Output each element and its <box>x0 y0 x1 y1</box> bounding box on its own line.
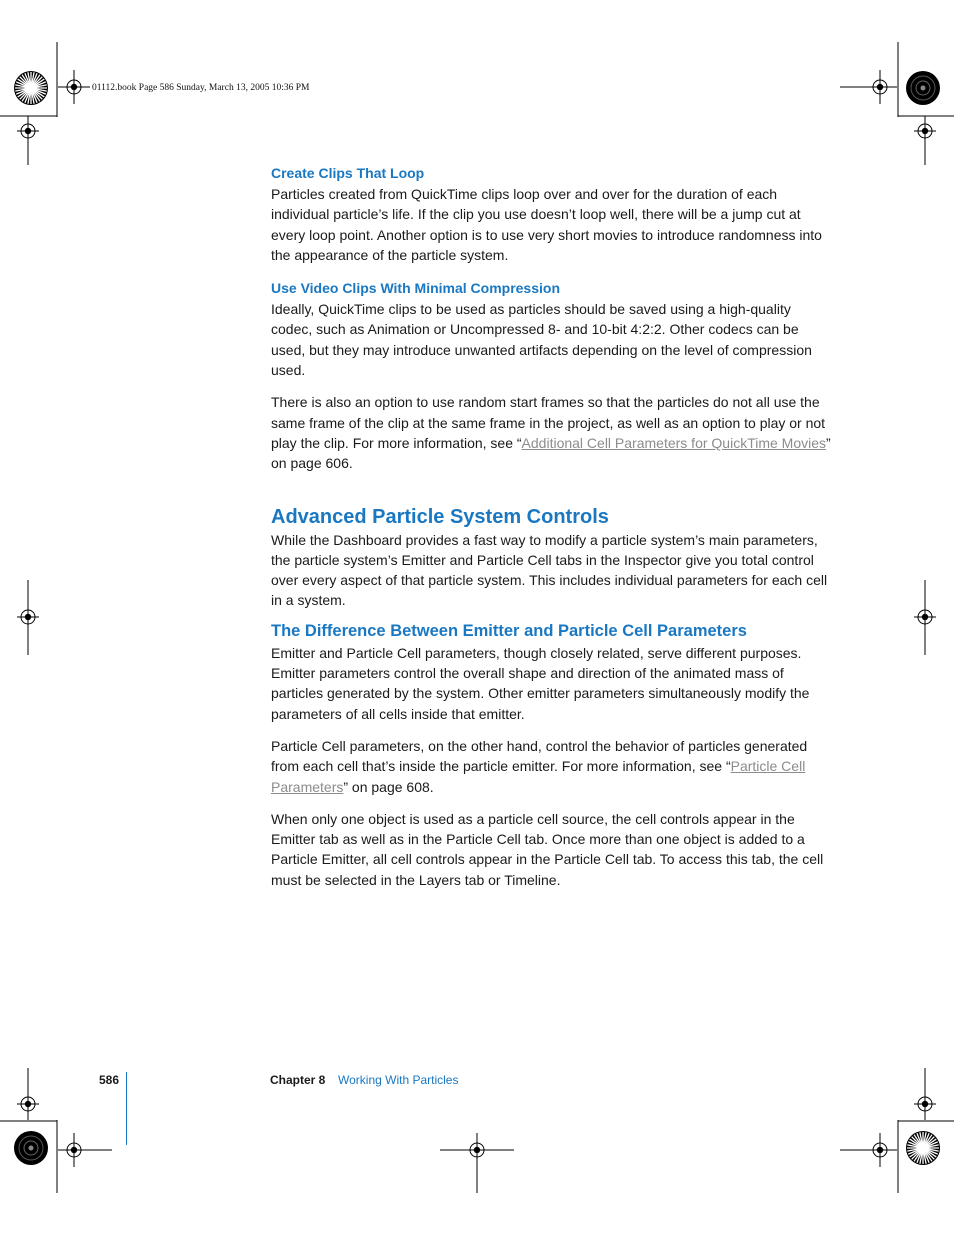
heading-create-clips-that-loop: Create Clips That Loop <box>271 165 425 181</box>
paragraph-cell-parameters <box>271 736 831 797</box>
page-number: 586 <box>99 1073 120 1087</box>
link-additional-cell-parameters[interactable]: Additional Cell Parameters for QuickTime Movies <box>521 434 827 451</box>
heading-minimal-compression: Use Video Clips With Minimal Compression <box>271 280 560 297</box>
page-content <box>271 162 831 890</box>
paragraph-difference: Emitter and Particle Cell parameters, though closely related, serve different purposes. Emitter parameters control the overall shape and direction of the animated mass of particles generated by the system. Other emitter parameters simultaneously modify the parameters of all cells inside that emitter. <box>271 644 810 722</box>
footer-chapter-label: Chapter 8 <box>270 1073 326 1087</box>
paragraph-loop: Particles created from QuickTime clips loop over and over for the duration of each individual particle’s life. If the clip you use doesn’t loop well, there will be a jump cut at every loop point. Another option is to use very short movies to introduce randomness into the appearance of the particle system. <box>271 186 822 263</box>
heading-advanced-particle-system-controls: Advanced Particle System Controls <box>271 505 609 528</box>
heading-emitter-vs-cell: The Difference Between Emitter and Particle Cell Parameters <box>271 621 747 640</box>
paragraph-random-start <box>271 392 831 473</box>
paragraph-cell-text: Particle Cell parameters, on the other hand, control the behavior of particles generated from each cell that’s inside the particle emitter. For more information, see “ <box>271 737 808 775</box>
footer-chapter-title: Working With Particles <box>338 1073 459 1087</box>
footer-divider <box>126 1072 127 1145</box>
print-slug: 01112.book Page 586 Sunday, March 13, 2005 10:36 PM <box>92 83 310 93</box>
paragraph-single-object: When only one object is used as a particle cell source, the cell controls appear in the Emitter tab as well as in the Particle Cell tab. Once more than one object is added to a Particle Emitter, all cell controls appear in the Particle Cell tab. To access this tab, the cell must be selected in the Layers tab or Timeline. <box>271 810 824 888</box>
paragraph-cell-suffix: ” on page 608. <box>343 778 434 795</box>
paragraph-random-start-suffix: ” on page 606. <box>271 434 831 472</box>
link-particle-cell-parameters[interactable]: Particle Cell Parameters <box>271 758 806 795</box>
paragraph-random-start-text: There is also an option to use random start frames so that the particles do not all use the same frame of the clip at the same frame in the project, as well as an option to play or not play the clip. For more information, see “ <box>271 394 826 451</box>
paragraph-compression: Ideally, QuickTime clips to be used as particles should be saved using a high-quality codec, such as Animation or Uncompressed 8- and 10-bit 4:2:2. Other codecs can be used, but they may introduce unwanted artifacts depending on the level of compression used. <box>271 301 812 379</box>
paragraph-advanced: While the Dashboard provides a fast way to modify a particle system’s main parameters, the particle system’s Emitter and Particle Cell tabs in the Inspector give you total control over every aspect of that particle system. This includes individual parameters for each cell in a system. <box>271 531 828 609</box>
